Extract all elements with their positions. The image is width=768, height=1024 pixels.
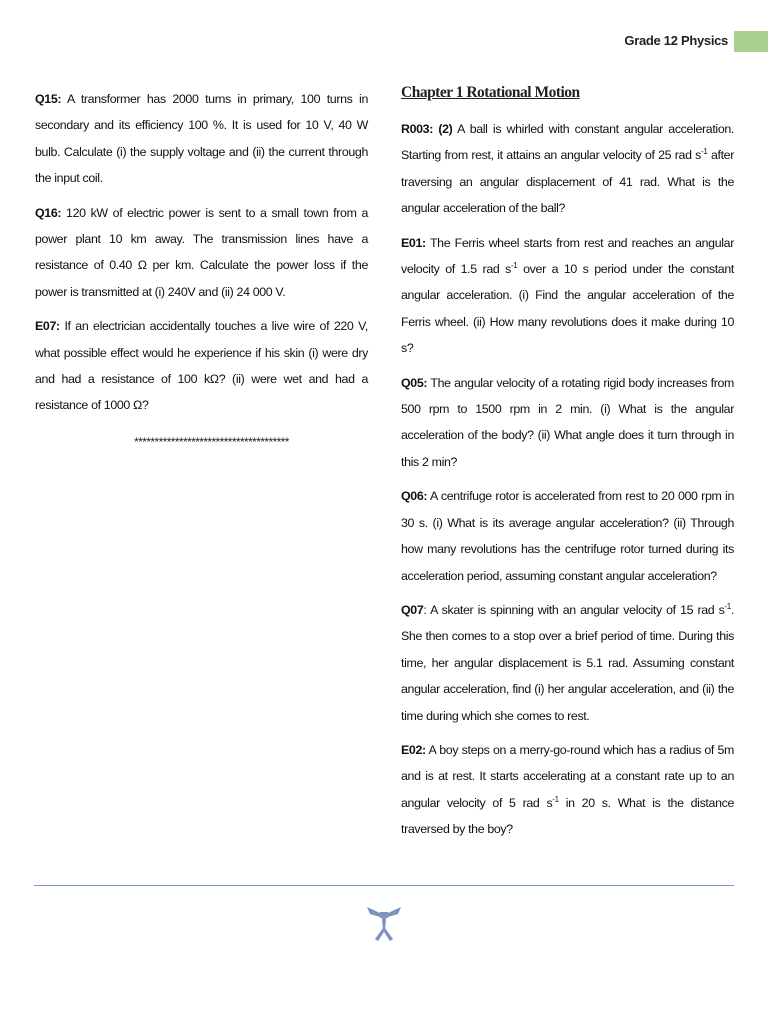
question-text-cont: in 20 s. What is the distance traversed by the boy? (401, 795, 734, 837)
superscript: -1 (724, 601, 731, 611)
question-id: R003: (2) (401, 122, 453, 136)
right-column (401, 84, 734, 851)
question-id: E01: (401, 235, 426, 250)
question-id: Q05: (401, 375, 428, 390)
question-text: : A skater is spinning with an angular velocity of 15 rad s (423, 602, 725, 617)
section-separator: ************************************** (134, 434, 289, 449)
footer-divider (34, 885, 734, 886)
question-id: Q15: (35, 92, 62, 106)
question-id: E07: (35, 319, 60, 334)
question-id: Q07 (401, 602, 424, 617)
question-text-cont: after traversing an angular displacement of 41 rad. What is the angular acceleration of the ball? (401, 148, 735, 216)
page-header-title: Grade 12 Physics (624, 33, 728, 48)
question-q15 (35, 86, 368, 192)
question-id: Q06: (401, 489, 428, 504)
question-text: A centrifuge rotor is accelerated from rest to 20 000 rpm in 30 s. (i) What is its average angular acceleration? (ii) Through how many revolutions has the centrifuge rotor turned during its acceleration period, assuming constant angular acceleration? (401, 489, 734, 583)
superscript: -1 (510, 260, 518, 270)
question-q05 (401, 370, 734, 476)
question-text: 120 kW of electric power is sent to a small town from a power plant 10 km away. The transmission lines have a resistance of 0.40 Ω per km. Calculate the power loss if the power is transmitted at (i) 240V and (ii) 24 000 V. (35, 205, 368, 299)
publisher-logo-icon (366, 904, 402, 944)
question-e01 (401, 230, 734, 362)
question-text-cont: . She then comes to a stop over a brief period of time. During this time, her angular displacement is 5.1 rad. Assuming constant angular acceleration, find (i) her angular acceleration, and (ii) the time during which she comes to rest. (401, 602, 734, 723)
chapter-title: Chapter 1 Rotational Motion (401, 84, 580, 101)
question-text: A ball is whirled with constant angular acceleration. Starting from rest, it attains an angular velocity of 25 rad s (401, 122, 734, 163)
superscript: -1 (552, 794, 559, 804)
question-text: If an electrician accidentally touches a live wire of 220 V, what possible effect would he experience if his skin (i) were dry and had a resistance of 100 kΩ? (ii) were wet and had a resistance of 1000 Ω? (35, 319, 368, 413)
question-q07 (401, 597, 734, 729)
question-text: A boy steps on a merry-go-round which has a radius of 5m and is at rest. It starts accelerating at a constant rate up to an angular velocity of 5 rad s (401, 742, 734, 810)
question-text: A transformer has 2000 turns in primary, 100 turns in secondary and its efficiency 100 %. It is used for 10 V, 40 W bulb. Calculate (i) the supply voltage and (ii) the current through the input coil. (35, 92, 368, 186)
superscript: -1 (701, 147, 708, 157)
question-q06 (401, 483, 734, 589)
left-column (35, 86, 368, 449)
question-r003 (401, 116, 734, 222)
question-e07 (35, 313, 368, 419)
question-text: The Ferris wheel starts from rest and reaches an angular velocity of 1.5 rad s (401, 235, 734, 277)
question-id: E02: (401, 742, 426, 757)
header-accent-bar (734, 31, 768, 52)
question-text-cont: over a 10 s period under the constant angular acceleration. (i) Find the angular acceleration of the Ferris wheel. (ii) How many revolutions does it make during 10 s? (401, 262, 734, 356)
question-q16 (35, 200, 368, 306)
question-id: Q16: (35, 205, 62, 220)
question-e02 (401, 737, 734, 843)
question-text: The angular velocity of a rotating rigid body increases from 500 rpm to 1500 rpm in 2 min. (i) What is the angular acceleration of the body? (ii) What angle does it turn through in this 2 min? (401, 375, 734, 469)
